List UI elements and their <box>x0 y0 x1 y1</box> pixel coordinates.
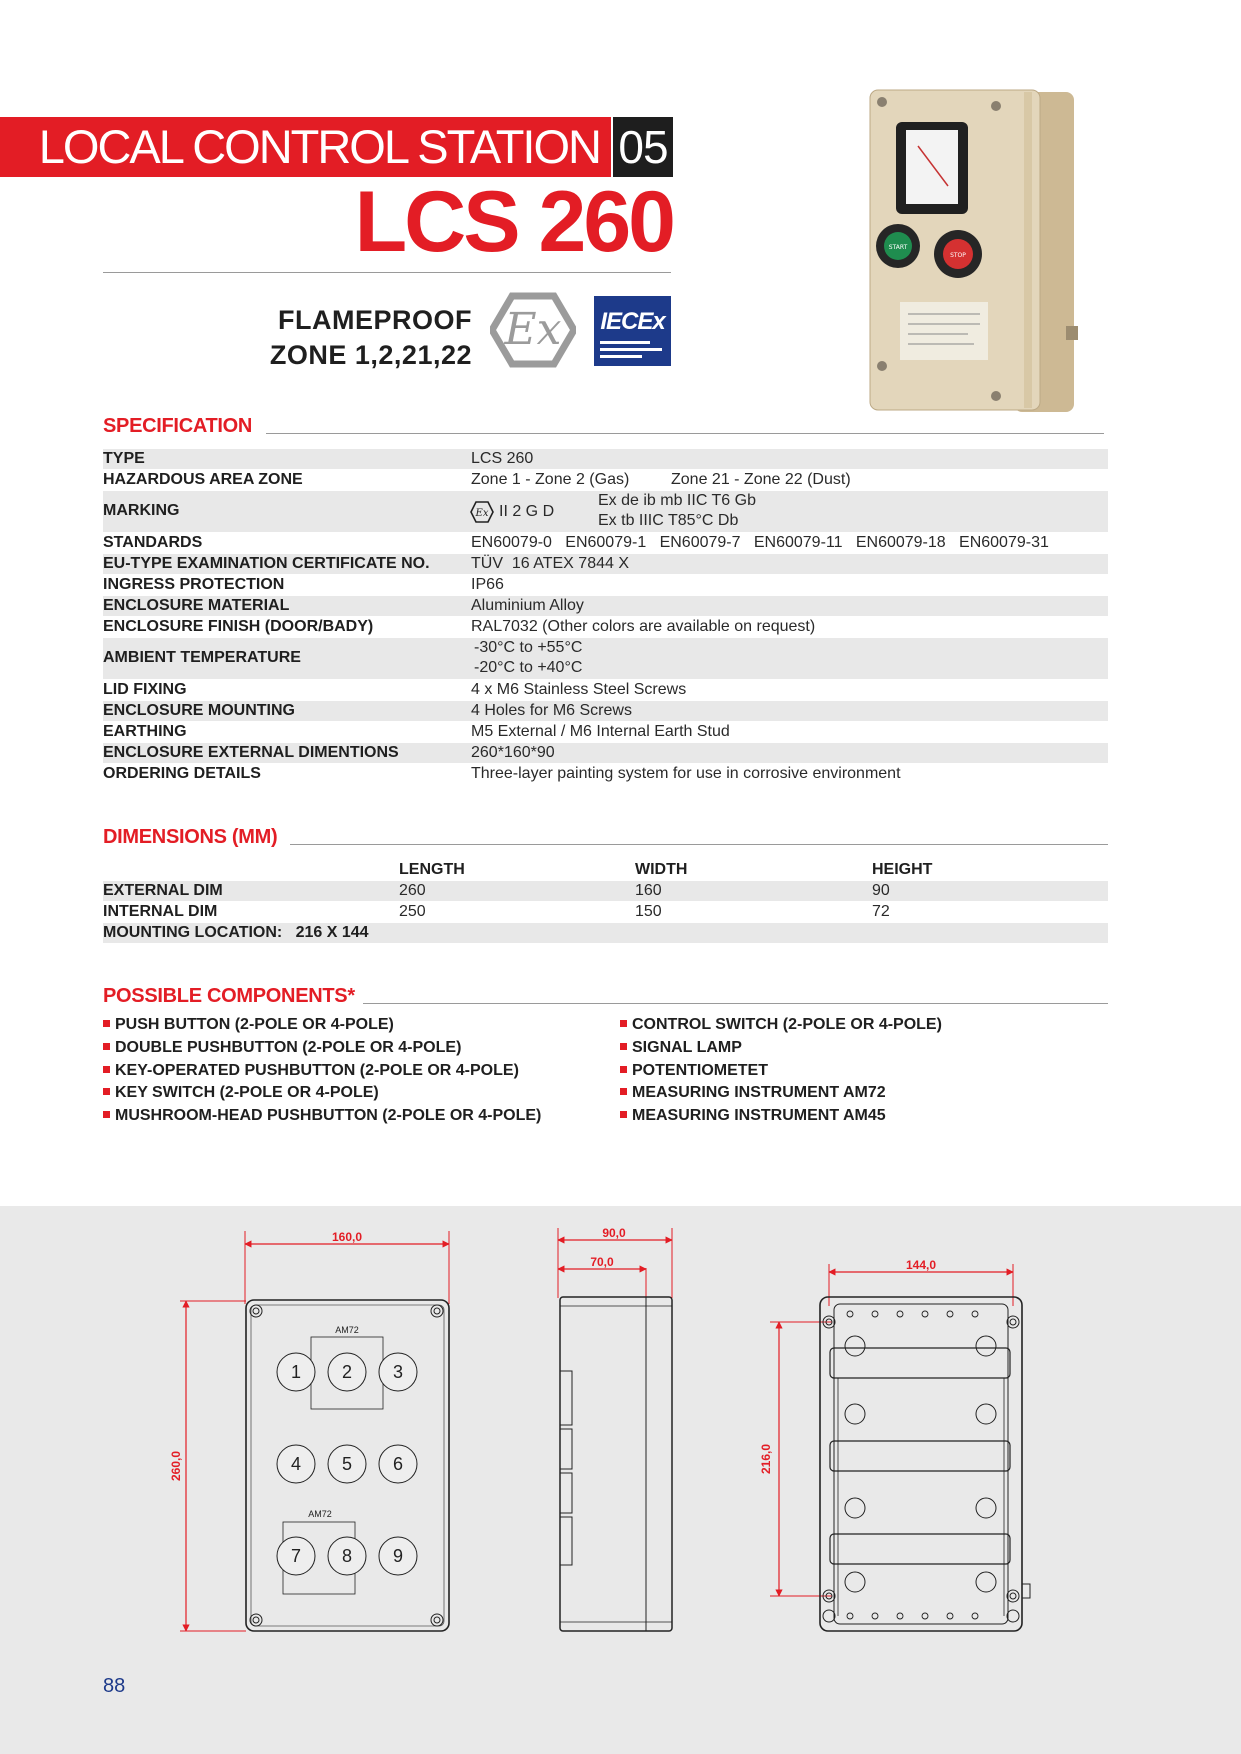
dim-header-height: HEIGHT <box>872 861 933 878</box>
component-item: KEY SWITCH (2-POLE OR 4-POLE) <box>103 1084 379 1102</box>
svg-text:9: 9 <box>392 1546 404 1566</box>
dim-row-external: EXTERNAL DIM 260 160 90 <box>103 881 1108 901</box>
svg-text:AM72: AM72 <box>335 1325 359 1335</box>
svg-text:4: 4 <box>290 1454 302 1474</box>
components-divider <box>363 1003 1108 1004</box>
component-item: DOUBLE PUSHBUTTON (2-POLE OR 4-POLE) <box>103 1039 461 1057</box>
component-item: CONTROL SWITCH (2-POLE OR 4-POLE) <box>620 1016 942 1034</box>
svg-text:3: 3 <box>392 1362 404 1382</box>
dimensions-title: DIMENSIONS (MM) <box>103 826 278 848</box>
ex-logo-icon <box>490 292 576 368</box>
svg-text:144,0: 144,0 <box>905 1258 937 1272</box>
specification-title: SPECIFICATION <box>103 415 253 437</box>
spec-row-certificate: EU-TYPE EXAMINATION CERTIFICATE NO. TÜV 16 ATEX 7844 X <box>103 554 1108 574</box>
spec-row-standards: STANDARDS EN60079-0 EN60079-1 EN60079-7 EN60079-11 EN60079-18 EN60079-31 <box>103 534 1049 551</box>
svg-text:Ex: Ex <box>504 304 562 355</box>
svg-text:160,0: 160,0 <box>331 1230 363 1244</box>
spec-row-temperature: AMBIENT TEMPERATURE -30°C to +55°C -20°C to +40°C <box>103 638 1108 679</box>
section-number: 05 <box>613 117 673 177</box>
svg-text:START: START <box>888 244 908 251</box>
iecex-logo-icon: IECEx <box>594 296 671 366</box>
spec-row-external-dims: ENCLOSURE EXTERNAL DIMENTIONS 260*160*90 <box>103 743 1108 763</box>
spec-row-lid-fixing: LID FIXING 4 x M6 Stainless Steel Screws <box>103 681 687 698</box>
product-photo <box>858 86 1080 416</box>
spec-row-mounting: ENCLOSURE MOUNTING 4 Holes for M6 Screws <box>103 701 1108 721</box>
svg-text:90,0: 90,0 <box>602 1226 626 1240</box>
component-item: MEASURING INSTRUMENT AM45 <box>620 1107 886 1125</box>
svg-text:7: 7 <box>290 1546 302 1566</box>
ex-mark-icon <box>470 501 494 523</box>
model-title: LCS 260 <box>354 174 673 270</box>
svg-text:1: 1 <box>290 1362 302 1382</box>
spec-row-material: ENCLOSURE MATERIAL Aluminium Alloy <box>103 596 1108 616</box>
spec-row-type: TYPE LCS 260 <box>103 449 1108 469</box>
dimensions-divider <box>290 844 1108 845</box>
svg-text:STOP: STOP <box>950 252 966 259</box>
component-item: POTENTIOMETET <box>620 1062 768 1080</box>
component-item: PUSH BUTTON (2-POLE OR 4-POLE) <box>103 1016 394 1034</box>
mounting-view-drawing <box>759 1258 1030 1631</box>
side-view-drawing <box>558 1226 672 1631</box>
spec-row-marking: MARKING Ex II 2 G D Ex de ib mb IIC T6 Gb Ex tb IIIC T85°C Db <box>103 491 1108 532</box>
header-divider <box>103 272 671 273</box>
svg-text:AM72: AM72 <box>308 1509 332 1519</box>
svg-text:5: 5 <box>341 1454 353 1474</box>
svg-text:260,0: 260,0 <box>169 1450 183 1482</box>
spec-row-earthing: EARTHING M5 External / M6 Internal Earth Stud <box>103 723 730 740</box>
dim-row-mounting: MOUNTING LOCATION: 216 X 144 <box>103 923 1108 943</box>
specification-divider <box>266 433 1104 434</box>
svg-text:6: 6 <box>392 1454 404 1474</box>
dim-row-internal: INTERNAL DIM 250 150 72 <box>103 903 890 920</box>
svg-text:70,0: 70,0 <box>590 1255 614 1269</box>
spec-row-zone: HAZARDOUS AREA ZONE Zone 1 - Zone 2 (Gas) Zone 21 - Zone 22 (Dust) <box>103 471 851 488</box>
component-item: MEASURING INSTRUMENT AM72 <box>620 1084 886 1102</box>
component-item: MUSHROOM-HEAD PUSHBUTTON (2-POLE OR 4-POLE) <box>103 1107 541 1125</box>
component-item: SIGNAL LAMP <box>620 1039 742 1057</box>
page-number: 88 <box>103 1675 126 1697</box>
svg-text:Ex: Ex <box>475 508 489 519</box>
spec-row-finish: ENCLOSURE FINISH (DOOR/BADY) RAL7032 (Other colors are available on request) <box>103 618 816 635</box>
svg-text:216,0: 216,0 <box>759 1443 773 1475</box>
dim-header-length: LENGTH <box>399 861 465 878</box>
zone-rating: ZONE 1,2,21,22 <box>269 340 472 370</box>
svg-text:2: 2 <box>341 1362 353 1382</box>
category-title: LOCAL CONTROL STATION <box>38 120 600 173</box>
svg-text:8: 8 <box>341 1546 353 1566</box>
components-title: POSSIBLE COMPONENTS* <box>103 985 355 1007</box>
technical-drawings <box>0 1206 1241 1754</box>
protection-type: FLAMEPROOF <box>278 305 472 335</box>
front-view-drawing <box>169 1230 449 1631</box>
dim-header-width: WIDTH <box>635 861 688 878</box>
spec-row-ordering: ORDERING DETAILS Three-layer painting system for use in corrosive environment <box>103 765 901 782</box>
spec-row-ingress: INGRESS PROTECTION IP66 <box>103 576 504 593</box>
component-item: KEY-OPERATED PUSHBUTTON (2-POLE OR 4-POLE) <box>103 1062 519 1080</box>
